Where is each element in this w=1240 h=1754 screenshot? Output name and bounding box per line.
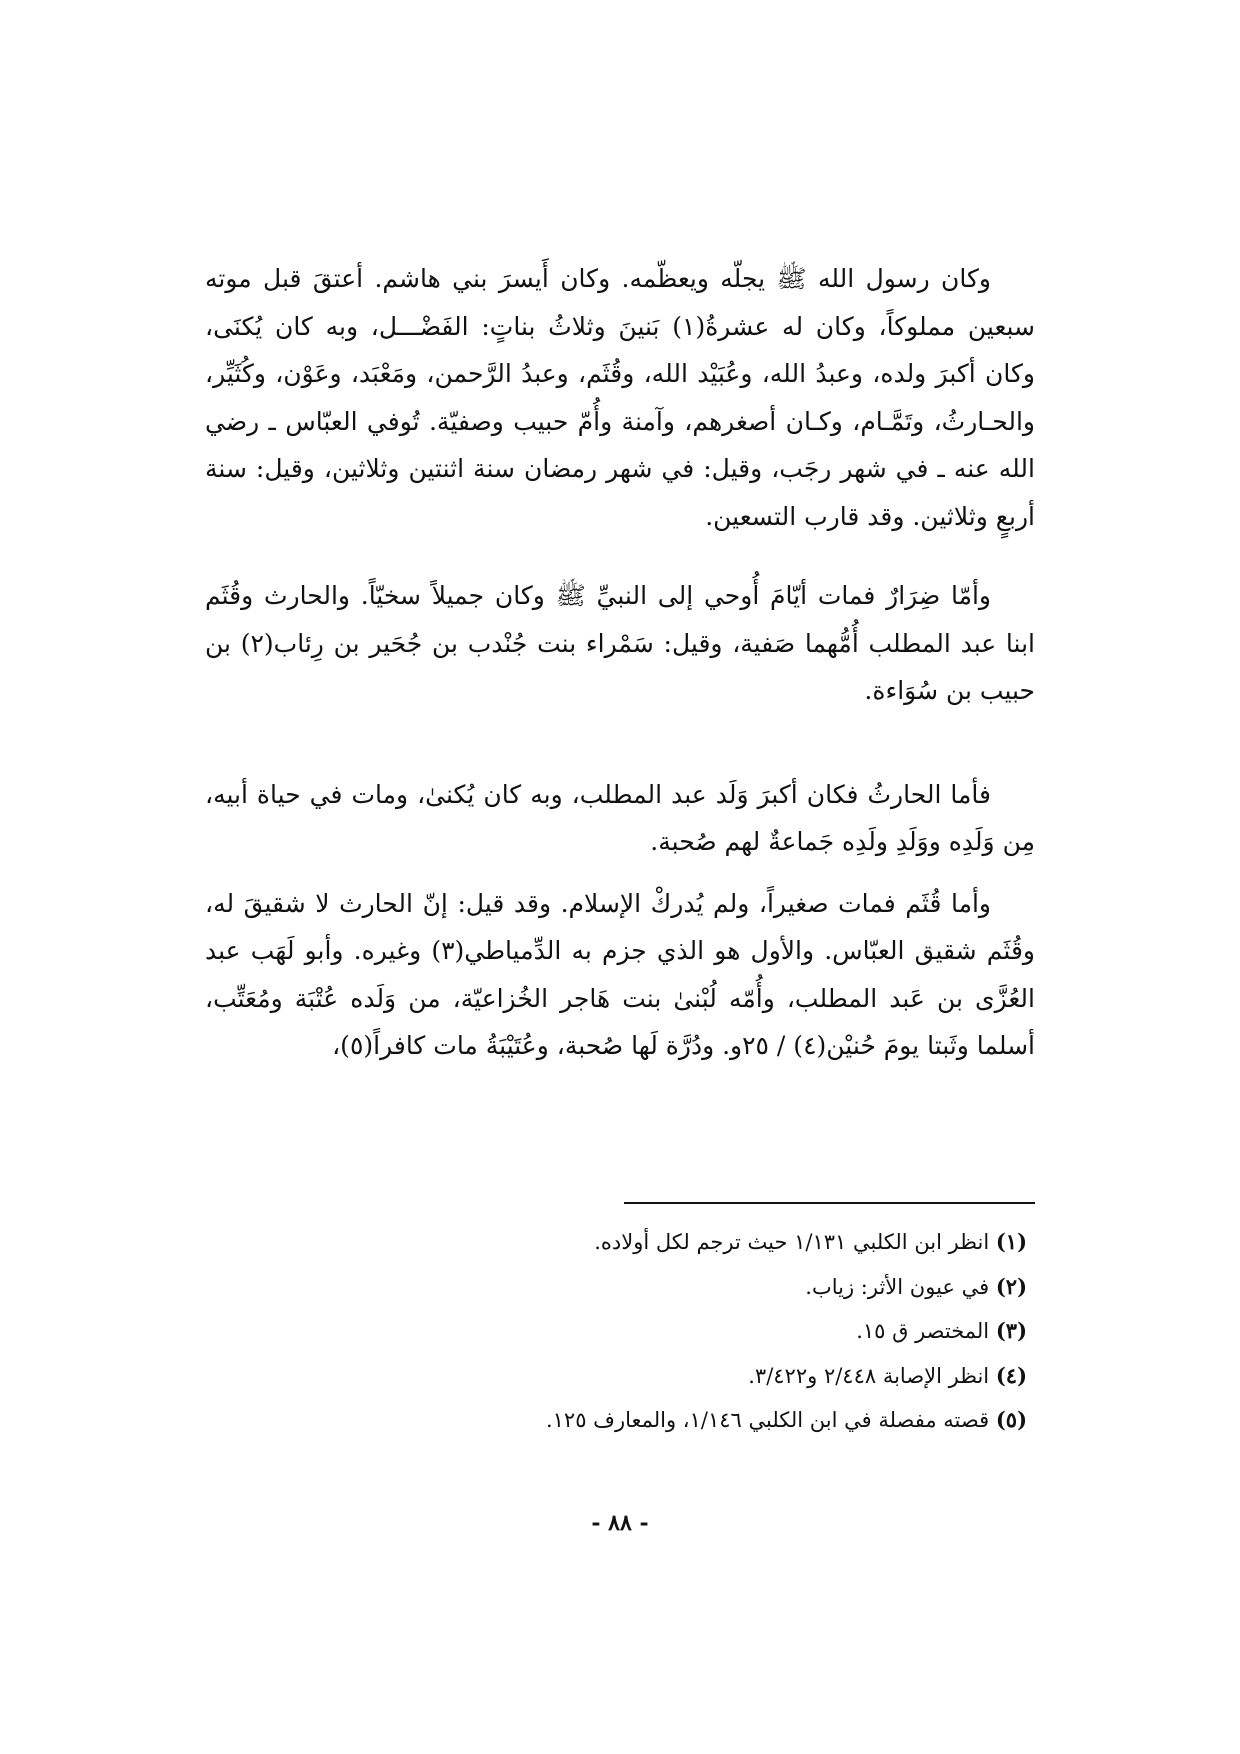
footnote-text: المختصر ق ١٥. bbox=[856, 1319, 990, 1343]
footnote-text: انظر ابن الكلبي ١/١٣١ حيث ترجم لكل أولاده. bbox=[594, 1230, 990, 1254]
footnote-separator bbox=[624, 1202, 1035, 1204]
footnote-number: (٤) bbox=[995, 1362, 1027, 1388]
paragraph-harith: فأما الحارثُ فكان أكبرَ وَلَد عبد المطلب، وبه كان يُكنىٰ، ومات في حياة أبيه، مِن وَلَدِه ووَلَدِ ولَدِه جَماعةٌ لهم صُحبة. bbox=[205, 779, 1035, 856]
footnote-5 bbox=[205, 1398, 1035, 1443]
footnote-2 bbox=[205, 1265, 1035, 1310]
footnote-1 bbox=[205, 1220, 1035, 1265]
main-text bbox=[205, 255, 1035, 1070]
footnote-number: (٢) bbox=[995, 1273, 1027, 1299]
paragraph-dirar: وأمّا ضِرَارٌ فمات أيّامَ أُوحي إلى النبيِّ ﷺ وكان جميلاً سخيّاً. والحارث وقُثَم ابنا عبد المطلب أُمُّهما صَفية، وقيل: سَمْراء بنت جُنْدب بن جُحَير بن رِئاب(٢) بن حبيب بن سُوَاءة. bbox=[205, 581, 1035, 705]
footnote-number: (٥) bbox=[995, 1407, 1027, 1432]
paragraph-abbas: وكان رسول الله ﷺ يجلّه ويعظّمه. وكان أَيسرَ بني هاشم. أعتقَ قبل موته سبعين مملوكاً، وكان له عشرةُ(١) بَنينَ وثلاثُ بناتٍ: الفَضْـــل، وبه كان يُكنَى، وكان أكبرَ ولده، وعبدُ الله، وعُبَيْد الله، وقُثَم، وعبدُ الرَّحمن، ومَعْبَد، وعَوْن، وكُثَيِّر، والحـارثُ، وتَمَّـام، وكـان أصغرهم، وآمنة وأُمّ حبيب وصفيّة. تُوفي العبّاس ـ رضي الله عنه ـ في شهر رجَب، وقيل: في شهر رمضان سنة اثنتين وثلاثين، وقيل: سنة أربعٍ وثلاثين. وقد قارب التسعين. bbox=[205, 264, 1035, 531]
footnote-text: في عيون الأثر: زياب. bbox=[805, 1274, 990, 1299]
footnote-number: (٣) bbox=[995, 1318, 1027, 1343]
footnote-3 bbox=[205, 1309, 1035, 1354]
footnotes bbox=[205, 1220, 1035, 1443]
footnote-text: انظر الإصابة ٢/٤٤٨ و٣/٤٢٢. bbox=[748, 1363, 990, 1388]
footnote-text: قصته مفصلة في ابن الكلبي ١/١٤٦، والمعارف ١٢٥. bbox=[545, 1408, 990, 1432]
paragraph-qutham: وأما قُثَم فمات صغيراً، ولم يُدركْ الإسلام. وقد قيل: إنّ الحارث لا شقيقَ له، وقُثَم شقيق العبّاس. والأول هو الذي جزم به الدِّمياطي(٣) وغيره. وأبو لَهَب عبد العُزَّى بن عَبد المطلب، وأُمّه لُبْنىٰ بنت هَاجر الخُزاعيّة، من وَلَده عُتْبَة ومُعَتِّب، أسلما وثَبتا يومَ حُنيْن(٤) / ٢٥و. ودُرَّة لَها صُحبة، وعُتَيْبَةُ مات كافراً(٥)، bbox=[205, 888, 1035, 1060]
footnote-4 bbox=[205, 1354, 1035, 1399]
footnote-number: (١) bbox=[995, 1229, 1027, 1254]
page-number: - ٨٨ - bbox=[591, 1510, 649, 1536]
